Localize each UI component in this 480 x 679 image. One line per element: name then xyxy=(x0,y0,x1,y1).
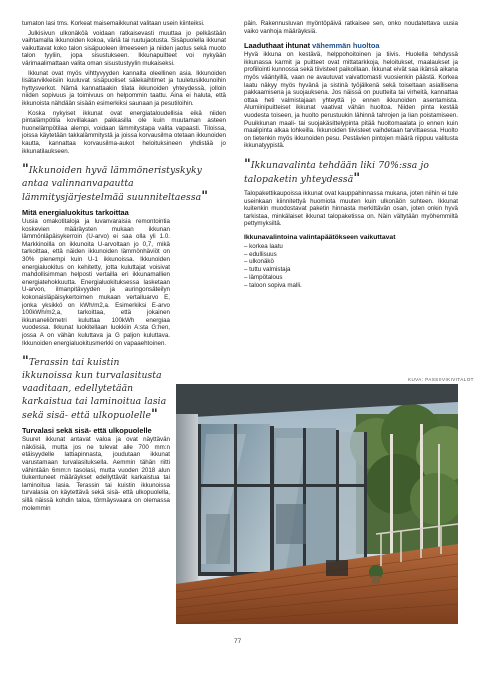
section-heading: Turvalasi sekä sisä- että ulkopuolelle xyxy=(22,426,152,436)
body-paragraph: päin. Rakennusluvan myöntöpäivä ratkaisee sen, onko noudatettava uusia vaiko vanhoja määräyksiä. xyxy=(244,20,458,35)
body-paragraph: Talopakettikaupoissa ikkunat ovat kauppahinnassa mukana, joten niihin ei tule useinkaan kiinnitettyä huomiota muuten kuin ulkonäön suhteen. Ikkunat kuitenkin muodostavat paketin hinnasta merkittävän osan, joten onkin hyvä tarkistaa, minkälaiset ikkunat talopaketissa on. Näin vältytään myöhemmiltä pettymyksiltä. xyxy=(244,189,458,228)
section-heading: Ikkunavalintoina valintapäätökseen vaikuttavat xyxy=(244,233,396,241)
list-item: – lämpötalous xyxy=(244,274,283,282)
list-item: – edullisuus xyxy=(244,250,277,258)
body-paragraph: Koska nykyiset ikkunat ovat energiataloudellisia eikä niiden pintalämpötila kovillakaan pakkasilla ole kuin muutaman asteen huonelämpötilaa alempi, voidaan lämmitystapa valita vapaasti. Tiloissa, joissa käytetään takkalämmitystä ja joissa korvausilma otetaan ikkunoiden kautta, kannattaa korvausilma-aukot heloituksineen yhdistää jo ikkunatilaukseen. xyxy=(22,109,226,155)
list-item: – taloon sopiva malli. xyxy=(244,281,302,289)
body-paragraph: Hyvä ikkuna on kestävä, helppohoitoinen ja tiivis. Huolella tehdyssä ikkunassa karmit ja puitteet ovat mittatarkkoja, heloitukset, maalaukset ja profiilointi kunnossa sekä tiivisteet paikoillaan. Ikkunat eivät saa ikänsä aikana myös vääntyillä, vaan ne avautuvat vaivattomasti vuosienkin päästä. Korkea laatu näkyy myös hyvänä ja sistinä työjälkenä sekä toiseltaan asiallisena pakkaamisena ja suojauksena. Jos näissä on puutteita tai virheitä, kannattaa ottaa heti valmistajaan yhteyttä jo ennen ikkunoiden asentamista. Alumiinipuitteiset ikkunat vaativat vähän huoltoa. Niiden pinta kestää vuodesta toiseen, ja huolto perustuukin lähinnä tahrojen ja lian poistamiseen. Puuikkunan maali- tai suojakäsittelypinta pitää huoltomaalata jo ennen kuin maalipinta alkaa lohkeilla. Ikkunoiden tiivisteet vaihdetaan tarvittaessa. Huolto on tietenkin myös ikkunoiden pesu. Pestävien pintojen määrä riippuu valitusta ikkunatyypistä. xyxy=(244,51,458,150)
photo-caption: KUVA: PASSIIVIKIVITALOT xyxy=(408,377,474,382)
right-column xyxy=(244,20,458,290)
pull-quote: "Ikkunavalinta tehdään liki 70%:ssa jo talopaketin yhteydessä" xyxy=(244,156,429,186)
pull-quote: "Terassin tai kuistin ikkunoissa kun turvalasitusta vaaditaan, edellytetään karkaistua tai laminoitua lasia sekä sisä- että ulkopuolelle" xyxy=(22,354,167,423)
section-heading-part: vähemmän huoltoa xyxy=(312,41,380,51)
factor-list xyxy=(244,243,458,290)
body-paragraph: Julkisivun ulkonäköä voidaan ratkaisevasti muuttaa jo pelkästään vaihtamalla ikkunoiden kokoa, väriä tai ruutujaotusta. Sisäpuolella ikkunat vaikuttavat koko talon sisäpuoleen ilmeeseen ja niiden jaotus sekä muoto talon tyyliin, jopa sisustukseen. Ikkunapuitteet voi nykyään värimaalimattaan valita oman sisustustyylin mukaiseksi. xyxy=(22,29,226,67)
pull-quote: "Ikkunoiden hyvä lämmöneristyskyky antaa valinnanvapautta lämmitysjärjestelmää suunniteltaessa" xyxy=(22,162,209,205)
list-item: – korkea laatu xyxy=(244,242,283,250)
body-paragraph: Suuret ikkunat antavat valoa ja ovat näyttävän näköisiä, mutta jos ne tulevat alle 700 mm:n etäisyydelle lattiapinnasta, joudutaan ikkunat varustamaan turvalasituksella. Aemmin tähän riitti vähintään 6mm:n tasolasi, mutta vuoden 2018 alun tiukentuneet määräykset edellyttävät karkaistua tai laminoitua lasia. Terassin tai kuistin ikkunoissa turvalasia on käytettävä sekä sisä- että ulkopuolella, sillä näissä kohdin taloa, törmäysvaara on olemassa molemmin xyxy=(22,436,170,512)
body-paragraph: Uusia omakotitaloja ja luvanvaraisia remontointia koskevien määräysten mukaan ikkunan lämmönläpäisykerroin (U-arvo) ei saa olla yli 1.0. Markkinoilla on ikkunoita U-arvoltaan jo 0,7, mikä tarkoittaa, että näiden ikkunoiden lämmönhäviöt on 30% pienempi kuin U-1 ikkunoissa. Ikkunoiden energialuokitus on kehitetty, jotta kuluttajat voisivat mahdollisimman helposti vertailla eri ikkunamallien energiatehokkuutta. Energialuokituksessa lasketaan U-arvon, ilmanpitävyyden ja auringonsäteilyn kokonaisläpäisykertoimen mukaan vertailuarvo E, jonka yksikkö on kWh/m2,a. Esimerkiksi E-arvo 100kWh/m2,a, tarkoittaa, että jokainen ikkunaneliömetri kuluttaa 100kWh energiaa vuodessa. Ikkunat luokitellaan luokkiin A:sta G:hen, jossa A on vähän kuluttava ja G paljon kuluttava. Ikkunoiden energialuokitusmerkki on vapaaehtoinen. xyxy=(22,218,170,347)
section-heading-part: Laaduthaat ihtunat xyxy=(244,41,311,51)
pull-quote-text: Ikkunoiden hyvä lämmöneristyskyky antaa valinnanvapautta lämmitysjärjestelmää suunniteltaessa xyxy=(22,165,202,204)
page-number: 77 xyxy=(234,638,242,645)
section-heading: Mitä energialuokitus tarkoittaa xyxy=(22,208,129,218)
pull-quote-text: Ikkunavalinta tehdään liki 70%:ssa jo talopaketin yhteydessä xyxy=(244,159,429,185)
body-paragraph: tumaton lasi tms. Korkeat maisemaikkunat valitaan usein kiinteiksi. xyxy=(22,20,205,27)
pull-quote-text: Terassin tai kuistin ikkunoissa kun turvalasitusta vaaditaan, edellytetään karkaistua tai laminoitua lasia sekä sisä- että ulkopuolelle xyxy=(22,357,167,422)
list-item: – ulkonäkö xyxy=(244,258,274,266)
section-heading xyxy=(244,41,458,50)
terrace-photo-illustration xyxy=(176,384,458,624)
terrace-photo xyxy=(176,384,458,624)
body-paragraph: Ikkunat ovat myös vihttyvyyden kannalta oleellinen asia. Ikkunoiden lisätarvikkeisiin kuuluvat sisäpuoliset sälekaihtimet ja tuuletusikkunoihin hyttysverkot. Nämä kannattaakin tilata ikkunoiden yhteydessä, jolloin niiden sopivuus ja toimivuus on helpommin taattu. Aina ei haluta, että ikkunoista nähdään sisään esimerkiksi saunaan ja pesutiloihin. xyxy=(22,69,226,107)
list-item: – tuttu valmistaja xyxy=(244,266,291,274)
